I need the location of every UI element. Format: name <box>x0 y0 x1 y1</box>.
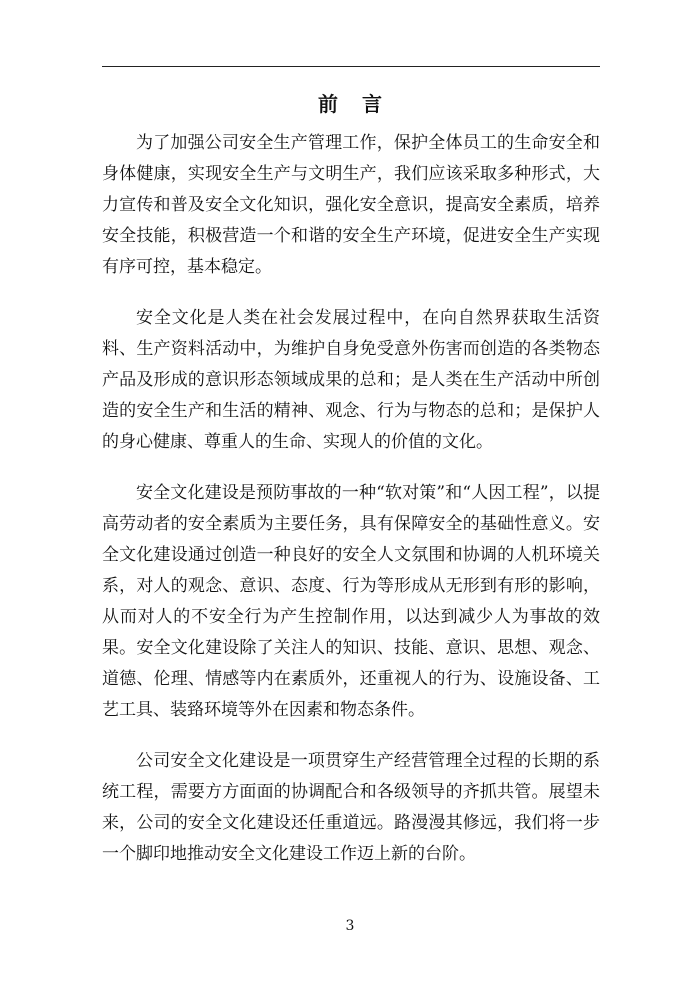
header-rule <box>102 66 600 67</box>
page-number: 3 <box>345 918 355 934</box>
page-title: 前言 <box>318 92 406 116</box>
paragraph-safety-culture-construction: 安全文化建设是预防事故的一种“软对策”和“人因工程”，以提高劳动者的安全素质为主要任务，具有保障安全的基础性意义。安全文化建设通过创造一种良好的安全人文氛围和协调的人机环境关系，对人的观念、意识、态度、行为等形成从无形到有形的影响，从而对人的不安全行为产生控制作用，以达到减少人为事故的效果。安全文化建设除了关注人的知识、技能、意识、思想、观念、道德、伦理、情感等内在素质外，还重视人的行为、设施设备、工艺工具、装臵环境等外在因素和物态条件。 <box>102 483 600 720</box>
paragraph-intro: 为了加强公司安全生产管理工作，保护全体员工的生命安全和身体健康，实现安全生产与文明生产，我们应该采取多种形式，大力宣传和普及安全文化知识，强化安全意识，提高安全素质，培养安全技能，积极营造一个和谐的安全生产环境，促进安全生产实现有序可控，基本稳定。 <box>102 133 600 277</box>
body-text <box>102 128 600 890</box>
paragraph-outlook: 公司安全文化建设是一项贯穿生产经营管理全过程的长期的系统工程，需要方方面面的协调配合和各级领导的齐抓共管。展望未来，公司的安全文化建设还任重道远。路漫漫其修远，我们将一步一个脚印地推动安全文化建设工作迈上新的台阶。 <box>102 751 600 864</box>
paragraph-safety-culture-definition: 安全文化是人类在社会发展过程中，在向自然界获取生活资料、生产资料活动中，为维护自身免受意外伤害而创造的各类物态产品及形成的意识形态领域成果的总和；是人类在生产活动中所创造的安全生产和生活的精神、观念、行为与物态的总和；是保护人的身心健康、尊重人的生命、实现人的价值的文化。 <box>102 308 600 452</box>
